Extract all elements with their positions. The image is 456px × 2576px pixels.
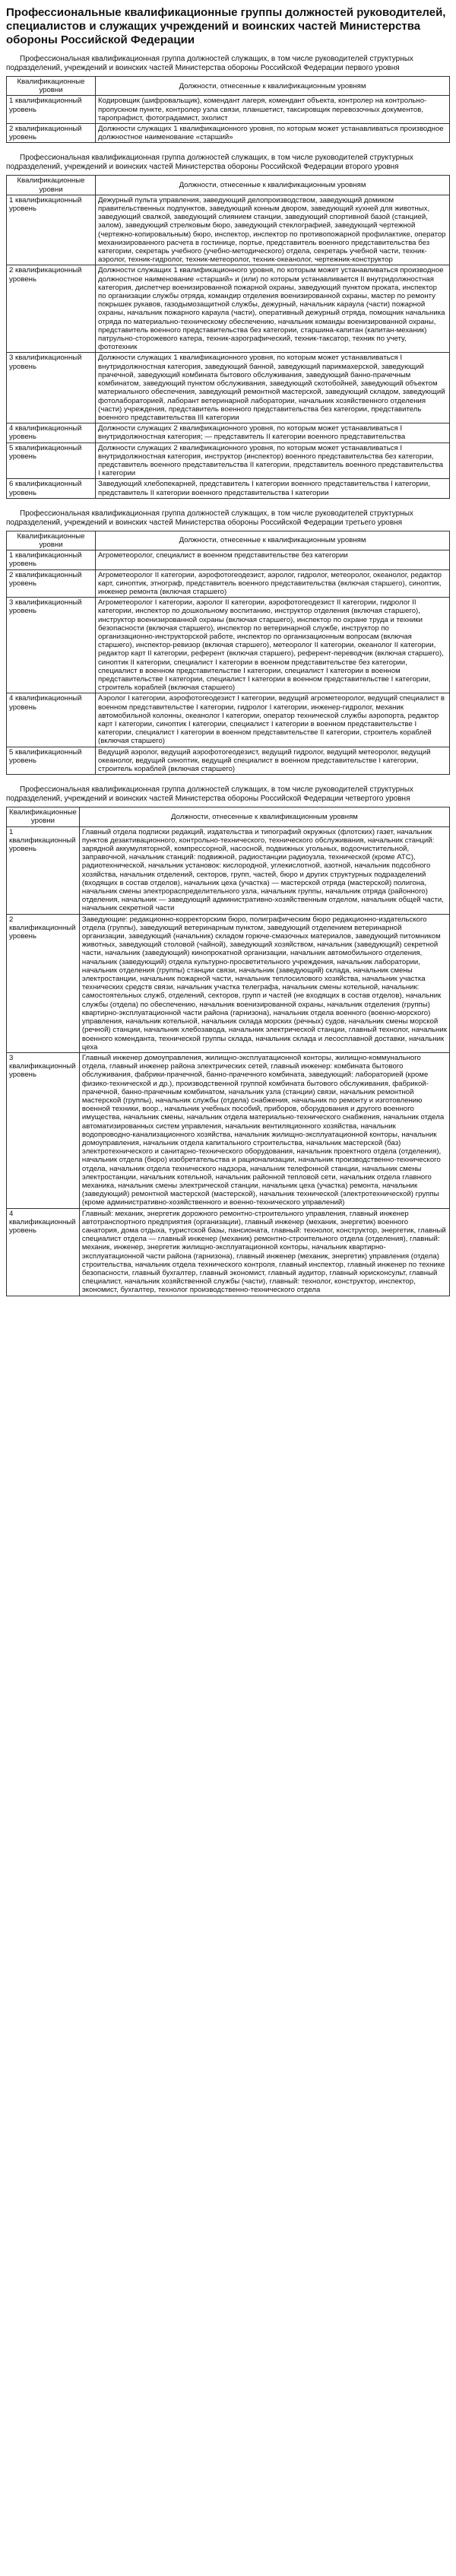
table-row <box>7 124 450 143</box>
positions-cell: Главный отдела подписки редакций, издательства и типографий окружных (флотских) газет, начальник пунктов дезактивационного, контрольно-технического, технического обслуживания, начальник станций: зарядной аккумуляторной, компрессорной, насосной, подвижных угольных, водоочистительной, заправочной, начальник станций: подвижной, радиостанции радиоузла, технической (кроме АТС), радиотехнической, начальник установок: кислородной, углекислотной, азотной, начальник подсобного хозяйства, начальник отделений, секторов, групп, частей, бюро и других структурных подразделений (входящих в состав отделов), начальник цеха (участка) — мастерской отряда (мастерской) полигона, начальник смены электрораспределительного узла, начальник группы, начальник отряда (районного) отделения, начальник — заведующий административно-хозяйственным отделом, начальник общей части, начальник секретной части <box>79 826 449 914</box>
positions-cell: Агрометеоролог, специалист в военном представительстве без категории <box>96 550 450 569</box>
positions-cell: Дежурный пульта управления, заведующий делопроизводством, заведующий домиком правительственных подпунктов, заведующий конным двором, заведующий кухней для животных, заведующий свалкой, заведующий слиянием станции, заведующий спортивной базой (станцией, залом), заведующий стрелковым бюро, заведующий стеклографией, заведующий чертежной (чертежно-копировальным) бюро, инспектор, инспектор по противопожарной профилактике, оператор механизированного расчета в гостинице, портье, представитель военного представительства без категории, секретарь учебного (учебно-методического) отдела, секретарь учебной части, техник-аэролог, техник-гидролог, техник-метеоролог, техник-океанолог, чертежник-конструктор <box>96 195 450 265</box>
column-header-level: Квалификационные уровни <box>7 807 80 826</box>
positions-cell: Должности служащих 1 квалификационного уровня, по которым может устанавливаться I внутридолжностная категория, заведующий банной, заведующий парикмахерской, заведующий прачечной, заведующий комбината бытового обслуживания, заведующий банно-прачечным комбинатом, заведующий пунктом обслуживания, заведующий скотобойней, заведующий объектом материального обеспечения, заведующий ремонтной мастерской, заведующий складом, заведующий фотолабораторией, лаборант ветеринарной лаборатории, начальник хозяйственного отделения (части) учреждения, представитель военного представительства без категории, представитель военного представительства III категории <box>96 353 450 424</box>
table-row <box>7 747 450 775</box>
qualification-level-cell: 2 квалификационный уровень <box>7 914 80 1052</box>
column-header-level: Квалификационные уровни <box>7 531 96 550</box>
column-header-level: Квалификационные уровни <box>7 77 96 96</box>
table-row <box>7 265 450 353</box>
table-row <box>7 195 450 265</box>
positions-cell: Должности служащих 1 квалификационного уровня, по которым может устанавливаться производное должностное наименование «старший» <box>96 124 450 143</box>
qualification-table <box>6 76 450 143</box>
qualification-level-cell: 6 квалификационный уровень <box>7 479 96 498</box>
positions-cell: Агрометеоролог I категории, аэролог II категории, аэрофотогеодезист II категории, гидролог II категории, инспектор по дошкольному воспитанию, инструктор отделения (включая старшего), инструктор военизированной охраны (включая старшего), инспектор по охране труда и техники безопасности (включая старшего), инспектор по ветеринарной службе, инструктор по организационно-инструкторской работе, инспектор по организационным вопросам (включая старшего), инспектор-ревизор (включая старшего), метеоролог II категории, океанолог II категории, редактор карт II категории, референт (включая старшего), референт-переводчик (включая старшего), синоптик II категории, специалист I категории в военном представительстве без категории, специалист в военном представительстве I категории, специалист I категории в военном представительстве I категории, специалист I категории в военном представительстве I категории, строитель кораблей (включая старшего) <box>96 598 450 693</box>
table-row <box>7 598 450 693</box>
qualification-level-cell: 2 квалификационный уровень <box>7 124 96 143</box>
table-row <box>7 693 450 747</box>
positions-cell: Должности служащих 2 квалификационного уровня, по которым может устанавливаться I внутридолжностная категория, инструктор (инспектор) военного представительства без категории, представитель военного представительства II категории, представитель военного представительства I категории <box>96 443 450 479</box>
qualification-level-cell: 3 квалификационный уровень <box>7 598 96 693</box>
qualification-level-cell: 1 квалификационный уровень <box>7 195 96 265</box>
table-row <box>7 479 450 498</box>
table-row <box>7 443 450 479</box>
section-intro: Профессиональная квалификационная группа должностей служащих, в том числе руководителей структурных подразделений, учреждений и воинских частей Министерства обороны Российской Федерации третьего уровня <box>6 509 413 527</box>
positions-cell: Ведущий аэролог, ведущий аэрофотогеодезист, ведущий гидролог, ведущий метеоролог, ведущий океанолог, ведущий синоптик, ведущий специалист в военном представительстве I категории, строитель кораблей (включая старшего) <box>96 747 450 775</box>
table-row <box>7 1208 450 1296</box>
positions-cell: Агрометеоролог II категории, аэрофотогеодезист, аэролог, гидролог, метеоролог, океанолог, редактор карт, синоптик, этнограф, представитель военного представительства (включая старшего), синоптик, инженер ремонта (включая старшего) <box>96 569 450 598</box>
qualification-level-cell: 4 квалификационный уровень <box>7 424 96 443</box>
section-intro: Профессиональная квалификационная группа должностей служащих, в том числе руководителей структурных подразделений, учреждений и воинских частей Министерства обороны Российской Федерации четвертого уровня <box>6 785 413 804</box>
table-header-row <box>7 807 450 826</box>
qualification-level-cell: 5 квалификационный уровень <box>7 443 96 479</box>
positions-cell: Аэролог I категории, аэрофотогеодезист I категории, ведущий агрометеоролог, ведущий специалист в военном представительстве I категории, гидролог I категории, инженер-гидролог, механик автомобильной колонны, океанолог I категории, оператор технической службы аэропорта, редактор карт I категории, синоптик I категории, специалист I категории в военном представительстве I категории, специалист I категории в военном представительстве II категории, строитель кораблей (включая старшего) <box>96 693 450 747</box>
column-header-positions: Должности, отнесенные к квалификационным уровням <box>96 531 450 550</box>
positions-cell: Главный инженер домоуправления, жилищно-эксплуатационной конторы, жилищно-коммунального отдела, главный инженер района электрических сетей, главный инженер: комбината бытового обслуживания, фабрики-прачечной, банно-прачечного комбината, заведующий: лабораторией (кроме физико-технической и др.), производственной группой комбината бытового обслуживания, фабрикой-прачечной, банно-прачечным комбинатом, начальник узла (станции) связи, начальник ремонтной мастерской (группы), начальник службы (отдела) снабжения, начальник по ремонту и изготовлению военной техники, воор., начальник учебных пособий, приборов, оборудования и другого военного имущества, начальник смены, начальник отдела материально-технического снабжения, начальник отдела автоматизированных систем управления, начальник вентиляционного хозяйства, начальник водопроводно-канализационного хозяйства, начальник жилищно-эксплуатационной конторы, начальник домоуправления, начальник отдела капитального строительства, начальник мастерской (баз) электротехнического и санитарно-технического оборудования, начальник проектного отдела (отделения), начальник отдела (бюро) изобретательства и рационализации, начальник производственно-технического отдела, начальник отдела технического надзора, начальник телефонной станции, начальник смены электростанции, начальник котельной, начальник районной тепловой сети, начальник отдела главного механика, начальник смены электрической станции, начальник цеха (участка) ремонта, начальник (заведующий) ремонтной мастерской (мастерской), начальник технической (электротехнической) группы (кроме административно-хозяйственного и военно-технического управлений) <box>79 1052 449 1208</box>
table-header-row <box>7 531 450 550</box>
table-row <box>7 826 450 914</box>
qualification-level-cell: 4 квалификационный уровень <box>7 1208 80 1296</box>
section-intro: Профессиональная квалификационная группа должностей служащих, в том числе руководителей структурных подразделений, учреждений и воинских частей Министерства обороны Российской Федерации первого уровня <box>6 55 413 72</box>
qualification-level-cell: 1 квалификационный уровень <box>7 550 96 569</box>
document-title: Профессиональные квалификационные группы должностей руководителей, специалистов и служащих учреждений и воинских частей Министерства обороны Российской Федерации <box>6 6 446 46</box>
positions-cell: Должности служащих 1 квалификационного уровня, по которым может устанавливаться производное должностное наименование «старший» и (или) по которым устанавливается II внутридолжностная категория, диспетчер военизированной пожарной охраны, заведующий пунктом проката, инспектор по организации службы отряда, командир отделения военизированной охраны, мастер по ремонту покрышек рукавов, газодымозащитной службы, дежурный, начальник караула (части) пожарной охраны, начальник пожарного караула (части), оперативный дежурный отряда, помощник начальника отряда по материально-техническому обеспечению, начальник команды военизированной охраны, представитель военного представительства без категории, старшина-капитан (капитан-механик) патрульно-сторожевого катера, техник-аэрографический, техник-таксатор, техник по учету, фототехник <box>96 265 450 353</box>
column-header-positions: Должности, отнесенные к квалификационным уровням <box>79 807 449 826</box>
qualification-level-cell: 5 квалификационный уровень <box>7 747 96 775</box>
table-row <box>7 424 450 443</box>
positions-cell: Заведующие: редакционно-корректорским бюро, полиграфическим бюро редакционно-издательского отдела (группы), заведующий ветеринарным пунктом, заведующий отделением ветеринарной организации, заведующий (начальник) складом горюче-смазочных материалов, заведующий питомником животных, заведующий столовой (чайной), заведующий хозяйством, начальник (заведующий) секретной части, начальник (заведующий) кинопрокатной организации, начальник автомобильного отделения, начальник (заведующий) отдела культурно-просветительного учреждения, начальник лаборатории, начальник отделения (группы) станции связи, начальник (заведующий) склада, начальник смены электростанции, начальник пожарной части, начальник теплосилового хозяйства, начальник участка технических средств связи, начальник участка телеграфа, начальник смены котельной, начальник: самостоятельных служб, отделений, секторов, групп и частей (не входящих в состав отделов), начальник службы (отдела) по обеспечению, начальник военизированной охраны, начальник отделения (группы) квартирно-эксплуатационной части района (гарнизона), начальник отдела военного (военно-морского) управления, начальник котельной, начальник склада морских (речных) судов, начальник смены морской (речной) станции, начальник хлебозавода, начальник электрической станции, главный технолог, начальник военного коменданта, технической группы склада, начальник склада и лесосплавной доставки, начальник цеха <box>79 914 449 1052</box>
section-intro: Профессиональная квалификационная группа должностей служащих, в том числе руководителей структурных подразделений, учреждений и воинских частей Министерства обороны Российской Федерации второго уровня <box>6 154 413 172</box>
column-header-positions: Должности, отнесенные к квалификационным уровням <box>96 77 450 96</box>
qualification-level-cell: 3 квалификационный уровень <box>7 1052 80 1208</box>
qualification-level-cell: 1 квалификационный уровень <box>7 826 80 914</box>
qualification-table <box>6 807 450 1296</box>
table-row <box>7 353 450 424</box>
positions-cell: Должности служащих 2 квалификационного уровня, по которым может устанавливаться I внутридолжностная категория; — представитель II категории военного представительства <box>96 424 450 443</box>
qualification-level-cell: 1 квалификационный уровень <box>7 96 96 124</box>
table-row <box>7 914 450 1052</box>
sections-container <box>6 55 450 1296</box>
table-row <box>7 569 450 598</box>
column-header-positions: Должности, отнесенные к квалификационным уровням <box>96 176 450 195</box>
positions-cell: Заведующий хлебопекарней, представитель I категории военного представительства I категории, представитель II категории военного представительства I категории <box>96 479 450 498</box>
qualification-level-cell: 4 квалификационный уровень <box>7 693 96 747</box>
qualification-table <box>6 531 450 775</box>
qualification-table <box>6 175 450 498</box>
positions-cell: Главный: механик, энергетик дорожного ремонтно-строительного управления, главный инженер автотранспортного предприятия (организации), главный инженер (механик, энергетик) военного санатория, дома отдыха, туристской базы, пансионата, главный: технолог, конструктор, энергетик, главный специалист отдела — главный инженер (механик) ремонтно-строительного отдела (отделения), главный: механик, инженер, энергетик жилищно-эксплуатационной конторы, начальник квартирно-эксплуатационной части района (гарнизона), главный инженер (механик, энергетик) управления (отдела) строительства, начальник отдела технического контроля, главный инспектор, главный инженер по технике безопасности, главный бухгалтер, главный экономист, главный аудитор, главный юрисконсульт, главный специалист, начальник хозяйственной службы (части), главный: технолог, конструктор, инспектор, экономист, бухгалтер, технолог производственно-технического отдела <box>79 1208 449 1296</box>
qualification-level-cell: 2 квалификационный уровень <box>7 569 96 598</box>
table-row <box>7 1052 450 1208</box>
table-row <box>7 550 450 569</box>
qualification-level-cell: 3 квалификационный уровень <box>7 353 96 424</box>
table-header-row <box>7 77 450 96</box>
table-header-row <box>7 176 450 195</box>
positions-cell: Кодировщик (шифровальщик), комендант лагеря, комендант объекта, контролер на контрольно-пропускном пункте, контролер узла связи, планшетист, таксировщик перевозочных документов, таропрафист, фотоградамист, эхолист <box>96 96 450 124</box>
table-row <box>7 96 450 124</box>
qualification-level-cell: 2 квалификационный уровень <box>7 265 96 353</box>
column-header-level: Квалификационные уровни <box>7 176 96 195</box>
